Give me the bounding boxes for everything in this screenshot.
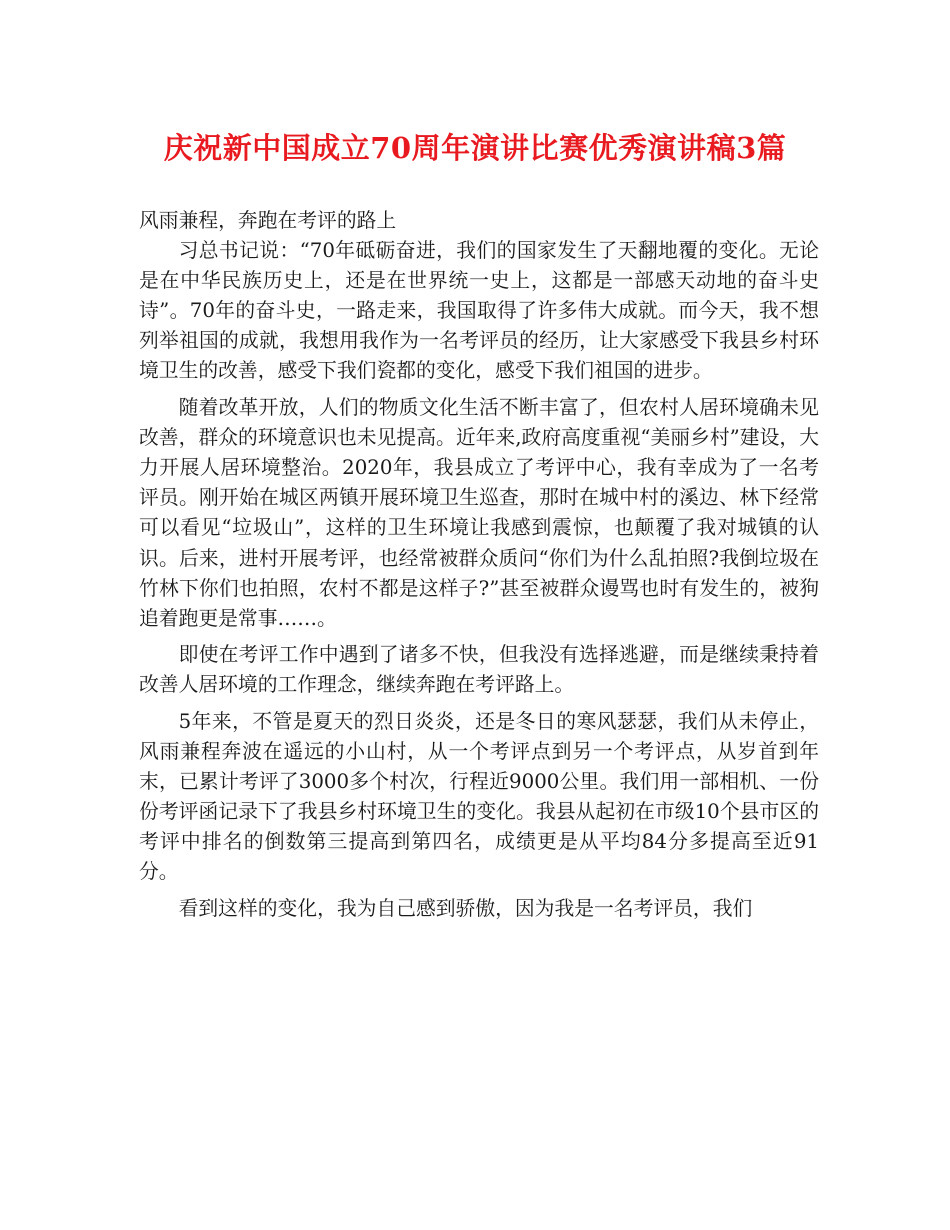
document-title: 庆祝新中国成立70周年演讲比赛优秀演讲稿3篇 [163, 131, 787, 165]
section-subtitle: 风雨兼程，奔跑在考评的路上 [139, 209, 397, 232]
paragraph-3: 即使在考评工作中遇到了诸多不快，但我没有选择逃避，而是继续秉持着改善人居环境的工作理念，继续奔跑在考评路上。 [139, 643, 819, 697]
document-body [139, 206, 819, 931]
paragraph-5: 看到这样的变化，我为自己感到骄傲，因为我是一名考评员，我们 [178, 897, 753, 921]
paragraph-4: 5年来，不管是夏天的烈日炎炎，还是冬日的寒风瑟瑟，我们从未停止，风雨兼程奔波在遥远的小山村，从一个考评点到另一个考评点，从岁首到年末，已累计考评了3000多个村次，行程近9000公里。我们用一部相机、一份份考评函记录下了我县乡村环境卫生的变化。我县从起初在市级10个县市区的考评中排名的倒数第三提高到第四名，成绩更是从平均84分多提高至近91分。 [139, 710, 819, 884]
paragraph-1: 习总书记说：“70年砥砺奋进，我们的国家发生了天翻地覆的变化。无论是在中华民族历史上，还是在世界统一史上，这都是一部感天动地的奋斗史诗”。70年的奋斗史，一路走来，我国取得了许多伟大成就。而今天，我不想列举祖国的成就，我想用我作为一名考评员的经历，让大家感受下我县乡村环境卫生的改善，感受下我们瓷都的变化，感受下我们祖国的进步。 [139, 239, 819, 383]
paragraph-2: 随着改革开放，人们的物质文化生活不断丰富了，但农村人居环境确未见改善，群众的环境意识也未见提高。近年来,政府高度重视“美丽乡村”建设，大力开展人居环境整治。2020年，我县成立了考评中心，我有幸成为了一名考评员。刚开始在城区两镇开展环境卫生巡查，那时在城中村的溪边、林下经常可以看见“垃圾山”，这样的卫生环境让我感到震惊，也颠覆了我对城镇的认识。后来，进村开展考评，也经常被群众质问“你们为什么乱拍照?我倒垃圾在竹林下你们也拍照，农村不都是这样子?”甚至被群众谩骂也时有发生的，被狗追着跑更是常事……。 [139, 396, 819, 630]
